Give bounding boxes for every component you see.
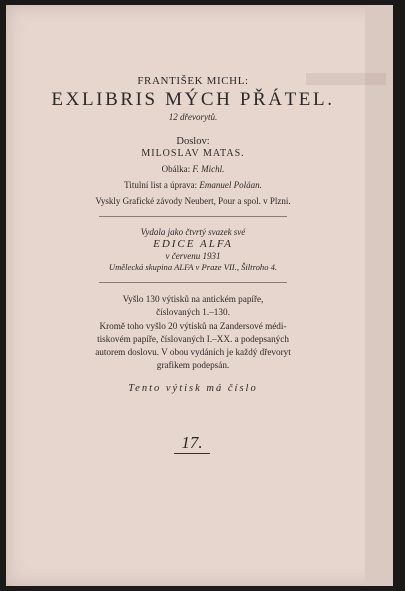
edition-name: EDICE ALFA [153, 238, 233, 250]
edition-intro: Vydala jako čtvrtý svazek své [140, 227, 246, 237]
cover-label: Obálka: [161, 164, 191, 174]
printer-line: Vyskly Grafické závody Neubert, Pour a spol. v Plzni. [95, 196, 291, 206]
title-page-label: Titulní list a úprava: [124, 180, 198, 190]
divider-rule [99, 216, 287, 217]
book-title: EXLIBRIS MÝCH PŘÁTEL. [51, 89, 335, 110]
subtitle: 12 dřevorytů. [168, 112, 218, 122]
colophon [6, 75, 380, 394]
afterword-author: MILOSLAV MATAS. [141, 148, 245, 159]
issue-line-1: Vyšlo 130 výtisků na antickém papíře, [122, 294, 264, 304]
title-page-by: Emanuel Poláan. [199, 180, 262, 190]
cover-credit [6, 164, 380, 174]
afterword-label: Doslov: [176, 136, 210, 147]
issue-line-2: číslovaných 1.–130. [156, 307, 230, 317]
issue-line-5: autorem doslovu. V obou vydáních je každý dřevoryt [95, 347, 291, 357]
cover-by: F. Michl. [192, 164, 225, 174]
copy-number-label: Tento výtisk má číslo [128, 383, 258, 394]
handwritten-copy-number: 17. [174, 433, 210, 454]
issue-line-6: grafikem podepsán. [156, 360, 230, 370]
issue-line-3: Kromě toho vyšlo 20 výtisků na Zandersové médi- [99, 321, 287, 331]
edition-date: v červenu 1931 [165, 251, 221, 261]
title-page-credit [6, 180, 380, 190]
book-page [6, 5, 393, 586]
divider-rule-2 [99, 282, 287, 283]
print-run-notice [6, 293, 380, 372]
issue-line-4: tiskovém papíře, číslovaných I.–XX. a podepsaných [97, 334, 289, 344]
edition-publisher: Umělecká skupina ALFA v Praze VII., Šiltroho 4. [108, 262, 278, 272]
author-line: FRANTIŠEK MICHL: [137, 75, 249, 87]
